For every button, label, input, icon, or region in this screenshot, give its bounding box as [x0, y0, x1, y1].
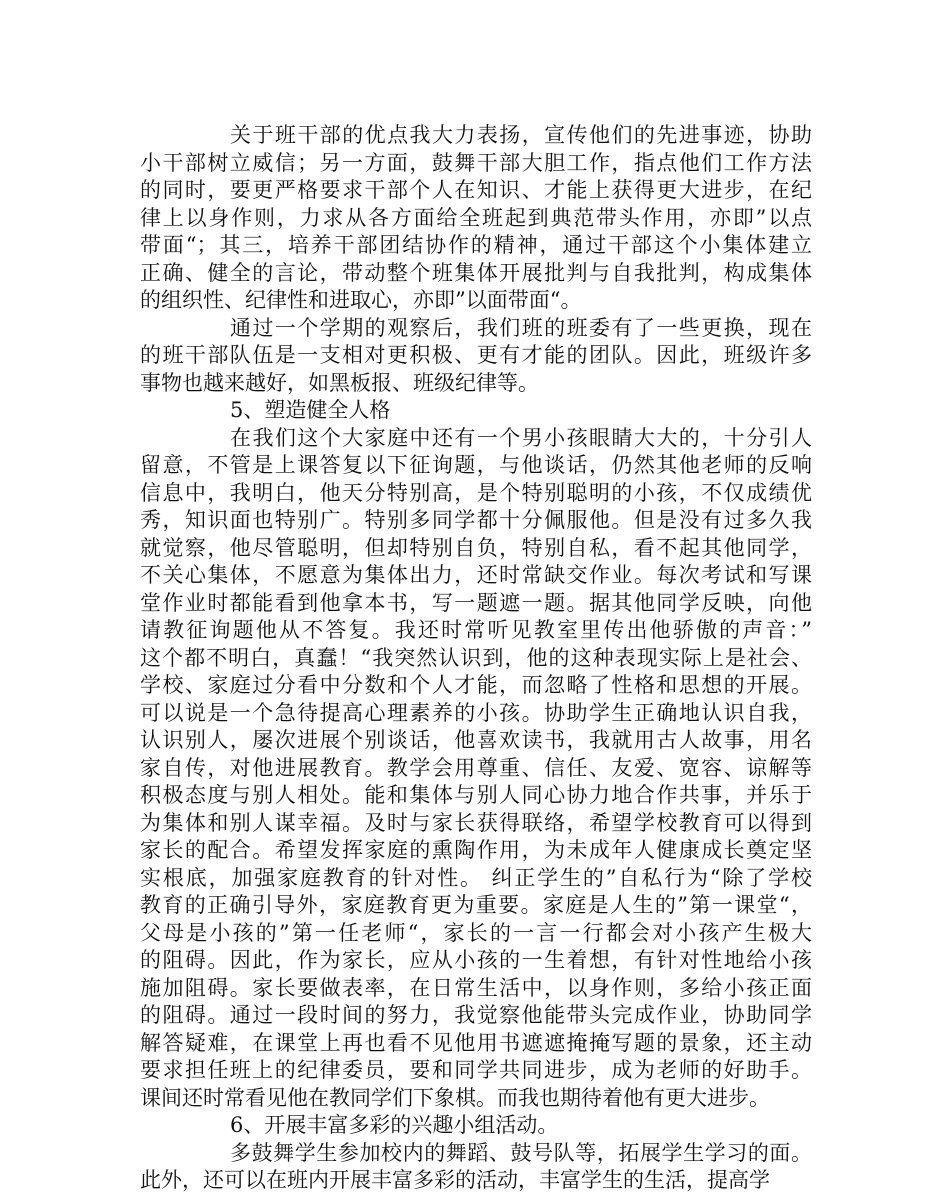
text-line: 的班干部队伍是一支相对更积极、更有才能的团队。因此，班级许多 [140, 343, 812, 367]
text-line: 学校、家庭过分看中分数和个人才能，而忽略了性格和思想的开展。 [140, 673, 812, 697]
text-line: 解答疑难，在课堂上再也看不见他用书遮遮掩掩写题的景象，还主动 [140, 1030, 812, 1055]
text-line: 堂作业时都能看到他拿本书，写一题遮一题。据其他同学反映，向他 [140, 590, 812, 615]
paragraph [140, 122, 812, 315]
text-line: 认识别人，屡次进展个别谈话，他喜欢读书，我就用古人故事，用名 [140, 728, 812, 752]
text-line: 这个都不明白，真蠢！“我突然认识到，他的这种表现实际上是社会、 [140, 645, 812, 670]
text-line: 多鼓舞学生参加校内的舞蹈、鼓号队等，拓展学生学习的面。 [230, 1140, 812, 1165]
text-line: 6、开展丰富多彩的兴趣小组活动。 [230, 1113, 559, 1137]
text-line: 信息中，我明白，他天分特别高，是个特别聪明的小孩，不仅成绩优 [140, 480, 812, 505]
text-line: 留意，不管是上课答复以下征询题，与他谈话，仍然其他老师的反响 [140, 453, 812, 477]
paragraph [140, 1112, 812, 1140]
text-line: 教育的正确引导外，家庭教育更为重要。家庭是人生的”第一课堂“， [140, 893, 812, 917]
text-line: 积极态度与别人相处。能和集体与别人同心协力地合作共事，并乐于 [140, 783, 812, 807]
paragraph [140, 315, 812, 398]
text-line: 施加阻碍。家长要做表率，在日常生活中，以身作则，多给小孩正面 [140, 975, 812, 1000]
paragraph [140, 1140, 812, 1195]
text-line: 要求担任班上的纪律委员，要和同学共同进步，成为老师的好助手。 [140, 1058, 812, 1082]
text-line: 家自传，对他进展教育。教学会用尊重、信任、友爱、宽容、谅解等 [140, 755, 812, 780]
text-line: 律上以身作则，力求从各方面给全班起到典范带头作用，亦即”以点 [140, 205, 812, 230]
text-line: 的同时，要更严格要求干部个人在知识、才能上获得更大进步，在纪 [140, 178, 812, 202]
text-line: 小干部树立威信；另一方面，鼓舞干部大胆工作，指点他们工作方法 [140, 150, 812, 175]
text-line: 通过一个学期的观察后，我们班的班委有了一些更换，现在 [230, 315, 812, 340]
text-line: 秀，知识面也特别广。特别多同学都十分佩服他。但是没有过多久我 [140, 508, 812, 532]
text-line: 不关心集体，不愿意为集体出力，还时常缺交作业。每次考试和写课 [140, 563, 812, 587]
text-line: 正确、健全的言论，带动整个班集体开展批判与自我批判，构成集体 [140, 260, 812, 285]
text-line: 家长的配合。希望发挥家庭的熏陶作用，为未成年人健康成长奠定坚 [140, 838, 812, 862]
text-line: 关于班干部的优点我大力表扬，宣传他们的先进事迹，协助 [230, 123, 812, 147]
paragraph [140, 397, 812, 425]
text-line: 事物也越来越好，如黑板报、班级纪律等。 [140, 370, 539, 395]
text-line: 请教征询题他从不答复。我还时常听见教室里传出他骄傲的声音：” [140, 618, 812, 642]
text-line: 实根底，加强家庭教育的针对性。 纠正学生的”自私行为“除了学校 [140, 865, 812, 890]
text-line: 就觉察，他尽管聪明，但却特别自负，特别自私，看不起其他同学， [140, 535, 812, 560]
text-line: 在我们这个大家庭中还有一个男小孩眼睛大大的，十分引人 [230, 425, 812, 450]
text-line: 父母是小孩的”第一任老师“，家长的一言一行都会对小孩产生极大 [140, 920, 812, 945]
text-line: 带面“；其三，培养干部团结协作的精神，通过干部这个小集体建立 [140, 233, 812, 257]
text-line: 为集体和别人谋幸福。及时与家长获得联络，希望学校教育可以得到 [140, 810, 812, 835]
document-page [140, 122, 812, 1195]
text-line: 课间还时常看见他在教同学们下象棋。而我也期待着他有更大进步。 [140, 1085, 770, 1110]
paragraph [140, 425, 812, 1113]
text-line: 的组织性、纪律性和进取心，亦即”以面带面“。 [140, 288, 582, 312]
text-line: 的阻碍。因此，作为家长，应从小孩的一生着想，有针对性地给小孩 [140, 948, 812, 972]
text-line: 可以说是一个急待提高心理素养的小孩。协助学生正确地认识自我， [140, 700, 812, 725]
text-line: 此外，还可以在班内开展丰富多彩的活动，丰富学生的生活，提高学 [140, 1168, 770, 1192]
text-line: 的阻碍。通过一段时间的努力，我觉察他能带头完成作业，协助同学 [140, 1003, 812, 1027]
text-line: 5、塑造健全人格 [230, 398, 391, 422]
